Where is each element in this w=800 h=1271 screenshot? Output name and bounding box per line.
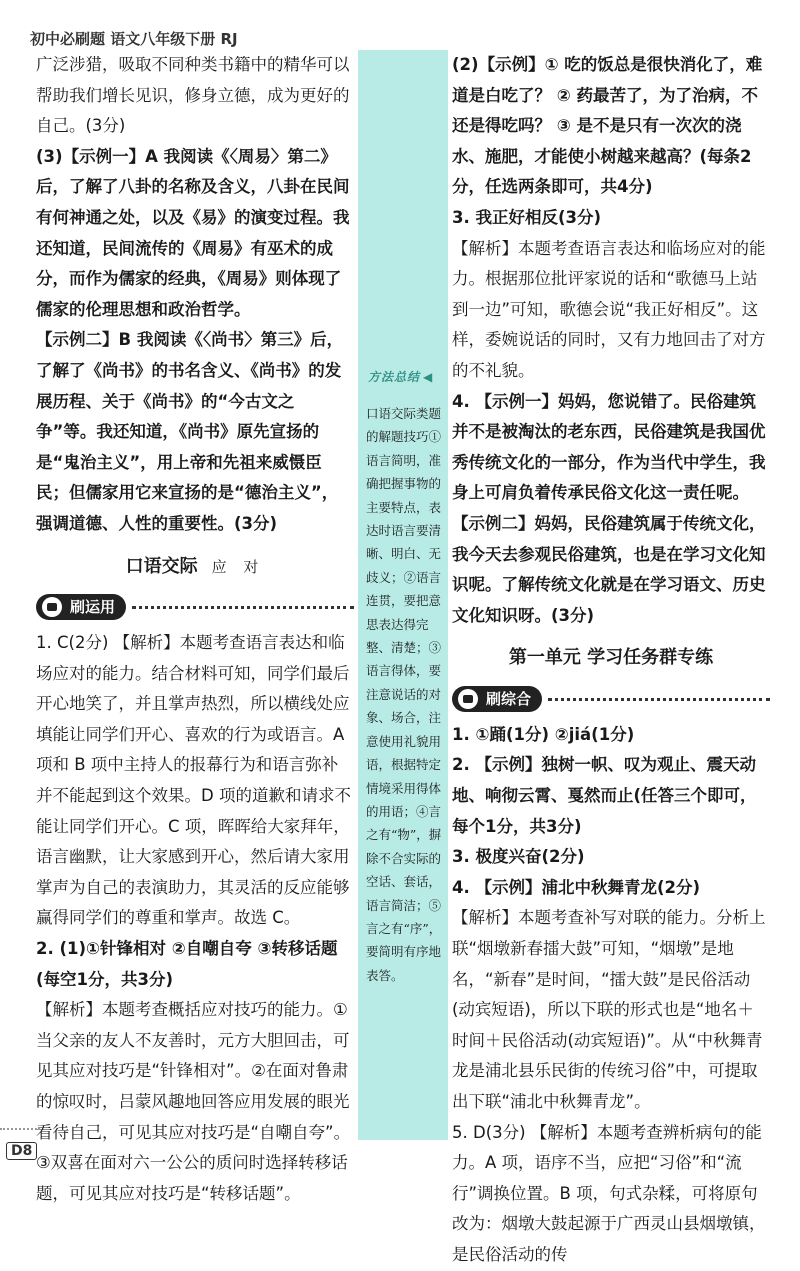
answer-4-head: 4. 【示例】浦北中秋舞青龙(2分): [452, 877, 701, 897]
question-1: 1. C(2分) 【解析】本题考查语言表达和临场应对的能力。结合材料可知，同学们最后开心地笑了，并且掌声热烈，所以横线处应填能让同学们开心、喜欢的行为或语言。A 项和 B 项中主持人的报幕行为和语言弥补并不能起到这个效果。D 项的道歉和请求不能让同学们开心。C 项，晖晖给大家拜年，语言幽默，让大家感到开心，然后请大家用掌声为自己的表演助力，其灵活的反应能够赢得同学们的尊重和掌声。故选 C。: [36, 633, 351, 928]
banner-label: 刷综合: [486, 689, 532, 708]
banner-pill: [36, 594, 126, 620]
section-title-text: 口语交际: [125, 555, 198, 577]
section-title-unit: 第一单元 学习任务群专练: [508, 647, 714, 669]
answer-5: 5. D(3分) 【解析】本题考查辨析病句的能力。A 项，语序不当，应把“习俗”和“流行”调换位置。B 项，句式杂糅，可将原句改为：烟墩大鼓起源于广西灵山县烟墩镇，是民俗活动的传: [452, 1122, 766, 1264]
answer-2: 2. 【示例】独树一帜、叹为观止、震天动地、响彻云霄、戛然而止(任答三个即可，每个1分，共3分): [452, 755, 757, 836]
method-sidebar: [358, 50, 448, 1140]
banner-label: 刷运用: [70, 598, 116, 617]
banner-apply: [36, 592, 354, 622]
banner-icon: [458, 689, 478, 709]
right-column: [452, 50, 770, 1271]
section-title-oral: [36, 552, 354, 583]
banner-comprehensive: [452, 684, 770, 714]
question-2-2: (2)【示例】① 吃的饭总是很快消化了，难道是白吃了？ ② 药最苦了，为了治病，不还是得吃吗？ ③ 是不是只有一次次的浇水、施肥，才能使小树越来越高？(每条2分，任选两条即可，共4分): [452, 55, 763, 197]
question-2-analysis: 【解析】本题考查概括应对技巧的能力。①当父亲的友人不友善时，元方大胆回击，可见其应对技巧是“针锋相对”。②在面对鲁肃的惊叹时，吕蒙风趣地回答应用发展的眼光看待自己，可见其应对技巧是“自嘲自夸”。③双喜在面对六一公公的质问时选择转移话题，可见其应对技巧是“转移话题”。: [36, 1000, 351, 1203]
section-subtitle: 应 对: [211, 557, 265, 576]
question-3-head: 3. 我正好相反(3分): [452, 207, 602, 227]
page-number: D8: [6, 1142, 37, 1160]
page-dots: [0, 1128, 40, 1130]
answer-4-analysis: 【解析】本题考查补写对联的能力。分析上联“烟墩新春擂大鼓”可知，“烟墩”是地名，“新春”是时间，“擂大鼓”是民俗活动(动宾短语)，所以下联的形式也是“地名＋时间＋民俗活动(动宾短语)”。从“中秋舞青龙是浦北县乐民街的传统习俗”中，可提取出下联“浦北中秋舞青龙”。: [452, 908, 766, 1111]
banner-pill: [452, 686, 542, 712]
answer-1: 1. ①踊(1分) ②jiá(1分): [452, 724, 635, 744]
banner-dots: [132, 606, 354, 609]
method-summary-tag: 方法总结 ◀: [368, 368, 433, 385]
question-3-analysis: 【解析】本题考查语言表达和临场应对的能力。根据那位批评家说的话和“歌德马上站到一边”可知，歌德会说“我正好相反”。这样，委婉说话的同时，又有力地回击了对方的不礼貌。: [452, 238, 766, 380]
left-column: [36, 50, 354, 1209]
left-para-2: (3)【示例一】A 我阅读《〈周易〉第二》后，了解了八卦的名称及含义，八卦在民间有何神通之处，以及《易》的演变过程。我还知道，民间流传的《周易》有巫术的成分，而作为儒家的经典，《周易》则体现了儒家的伦理思想和政治哲学。: [36, 146, 350, 319]
method-summary-text: 口语交际类题的解题技巧①语言简明，准确把握事物的主要特点，表达时语言要清晰、明白、无歧义；②语言连贯，要把意思表达得完整、清楚；③语言得体，要注意说话的对象、场合，注意使用礼貌用语，根据特定情境采用得体的用语；④言之有“物”，摒除不合实际的空话、套话，语言简洁；⑤言之有“序”，要简明有序地表答。: [366, 406, 442, 983]
banner-dots: [548, 698, 770, 701]
left-para-1: 广泛涉猎，吸取不同种类书籍中的精华可以帮助我们增长见识，修身立德，成为更好的自己。(3分): [36, 55, 350, 136]
answer-3: 3. 极度兴奋(2分): [452, 847, 585, 867]
left-para-3: 【示例二】B 我阅读《〈尚书〉第三》后，了解了《尚书》的书名含义、《尚书》的发展历程、关于《尚书》的“今古文之争”等。我还知道，《尚书》原先宣扬的是“鬼治主义”，用上帝和先祖来威慑臣民；但儒家用它来宣扬的是“德治主义”，强调道德、人性的重要性。(3分): [36, 330, 344, 533]
question-4-example-1: 4. 【示例一】妈妈，您说错了。民俗建筑并不是被淘汰的老东西，民俗建筑是我国优秀传统文化的一部分，作为当代中学生，我身上可肩负着传承民俗文化这一责任呢。: [452, 391, 766, 503]
question-2-answer: 2. (1)①针锋相对 ②自嘲自夸 ③转移话题: [36, 939, 338, 959]
page-header: 初中必刷题 语文八年级下册 RJ: [30, 30, 238, 48]
banner-icon: [42, 597, 62, 617]
question-4-example-2: 【示例二】妈妈，民俗建筑属于传统文化，我今天去参观民俗建筑，也是在学习文化知识呢。了解传统文化就是在学习语文、历史文化知识呀。(3分): [452, 513, 766, 625]
question-2-score: (每空1分，共3分): [36, 969, 174, 989]
